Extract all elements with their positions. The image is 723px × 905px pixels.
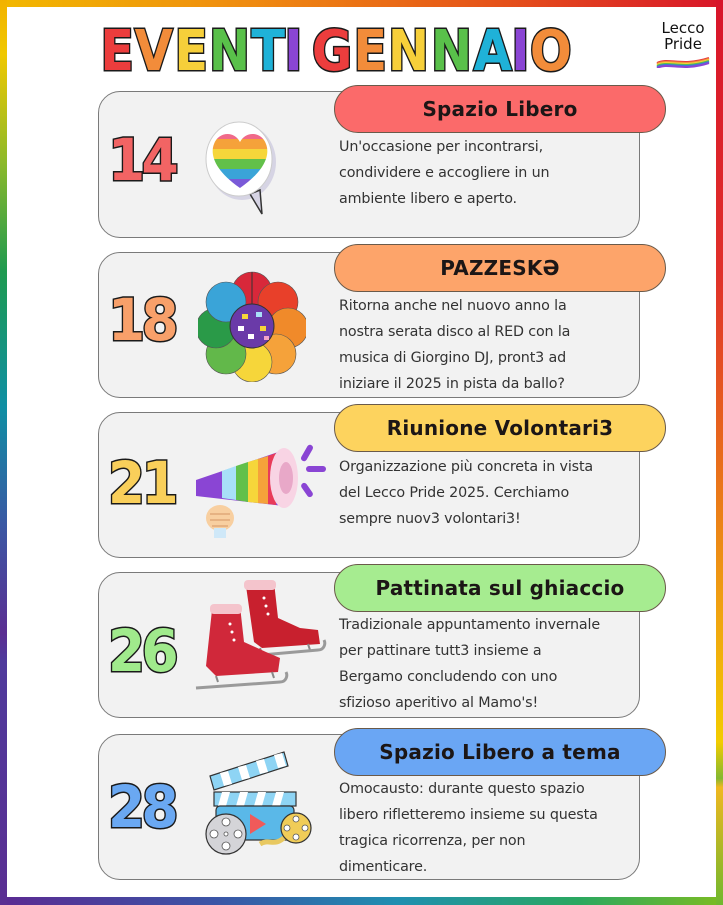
- description-line: Un'occasione per incontrarsi,: [339, 139, 543, 155]
- description-line: ambiente libero e aperto.: [339, 191, 517, 207]
- description-line: Omocausto: durante questo spazio: [339, 781, 585, 797]
- event-title-pill: [334, 728, 666, 776]
- description-line: sfizioso aperitivo al Mamo's!: [339, 695, 539, 711]
- event-description: [339, 134, 639, 212]
- event-title-pill: [334, 85, 666, 133]
- title-letter: I: [284, 19, 304, 84]
- rainbow-megaphone-icon: [192, 436, 328, 540]
- title-letter: A: [473, 19, 513, 84]
- film-clapperboard-icon: [200, 748, 318, 860]
- title-letter: T: [251, 19, 286, 84]
- title-letter: E: [353, 19, 388, 84]
- description-line: Tradizionale appuntamento invernale: [339, 617, 601, 633]
- description-line: Organizzazione più concreta in vista: [339, 459, 594, 475]
- description-line: del Lecco Pride 2025. Cerchiamo: [339, 485, 570, 501]
- title-letter: I: [511, 19, 531, 84]
- event-description: [339, 454, 639, 532]
- description-line: sempre nuov3 volontari3!: [339, 511, 521, 527]
- lecco-pride-logo: [652, 20, 714, 68]
- ice-skates-icon: [190, 578, 330, 704]
- rainbow-wave-icon: [655, 54, 711, 68]
- event-title-pill: [334, 404, 666, 452]
- description-line: Bergamo concludendo con uno: [339, 669, 558, 685]
- event-day-number: 18: [108, 286, 175, 354]
- logo-text-lecco: Lecco: [661, 19, 705, 37]
- event-title: PAZZESKƏ: [440, 256, 560, 280]
- event-description: [339, 612, 639, 716]
- title-letter: E: [100, 19, 135, 84]
- event-day-number: 21: [108, 449, 175, 517]
- description-line: Ritorna anche nel nuovo anno la: [339, 298, 567, 314]
- title-letter: N: [387, 19, 431, 84]
- event-title-pill: [334, 564, 666, 612]
- description-line: nostra serata disco al RED con la: [339, 324, 571, 340]
- description-line: dimenticare.: [339, 859, 428, 875]
- rainbow-heart-speech-bubble-icon: [204, 110, 276, 220]
- event-title: Riunione Volontari3: [386, 416, 614, 440]
- event-day-number: 26: [108, 617, 175, 685]
- event-description: [339, 293, 639, 397]
- description-line: libero rifletteremo insieme su questa: [339, 807, 598, 823]
- rainbow-border-bottom: [0, 897, 723, 905]
- event-title: Spazio Libero a tema: [379, 740, 621, 764]
- logo-text-pride: Pride: [664, 35, 702, 53]
- title-letter: N: [208, 19, 251, 84]
- description-line: per pattinare tutt3 insieme a: [339, 643, 542, 659]
- event-description: [339, 776, 639, 880]
- title-letter: N: [430, 19, 473, 84]
- title-letter: E: [173, 19, 209, 84]
- title-letter: V: [134, 19, 174, 84]
- description-line: iniziare il 2025 in pista da ballo?: [339, 376, 565, 392]
- event-title: Pattinata sul ghiaccio: [375, 576, 625, 600]
- event-day-number: 14: [108, 126, 175, 194]
- description-line: tragica ricorrenza, per non: [339, 833, 526, 849]
- rainbow-border-right: [716, 0, 723, 905]
- event-day-number: 28: [108, 773, 175, 841]
- title-letter: G: [311, 19, 353, 84]
- rainbow-border-top: [0, 0, 723, 7]
- description-line: musica di Giorgino DJ, pront3 ad: [339, 350, 567, 366]
- event-title: Spazio Libero: [422, 97, 578, 121]
- description-line: condividere e accogliere in un: [339, 165, 550, 181]
- page-title: [98, 19, 573, 84]
- rainbow-border-left: [0, 0, 7, 905]
- disco-ball-icon: [198, 270, 306, 382]
- title-letter: O: [529, 19, 573, 84]
- event-title-pill: [334, 244, 666, 292]
